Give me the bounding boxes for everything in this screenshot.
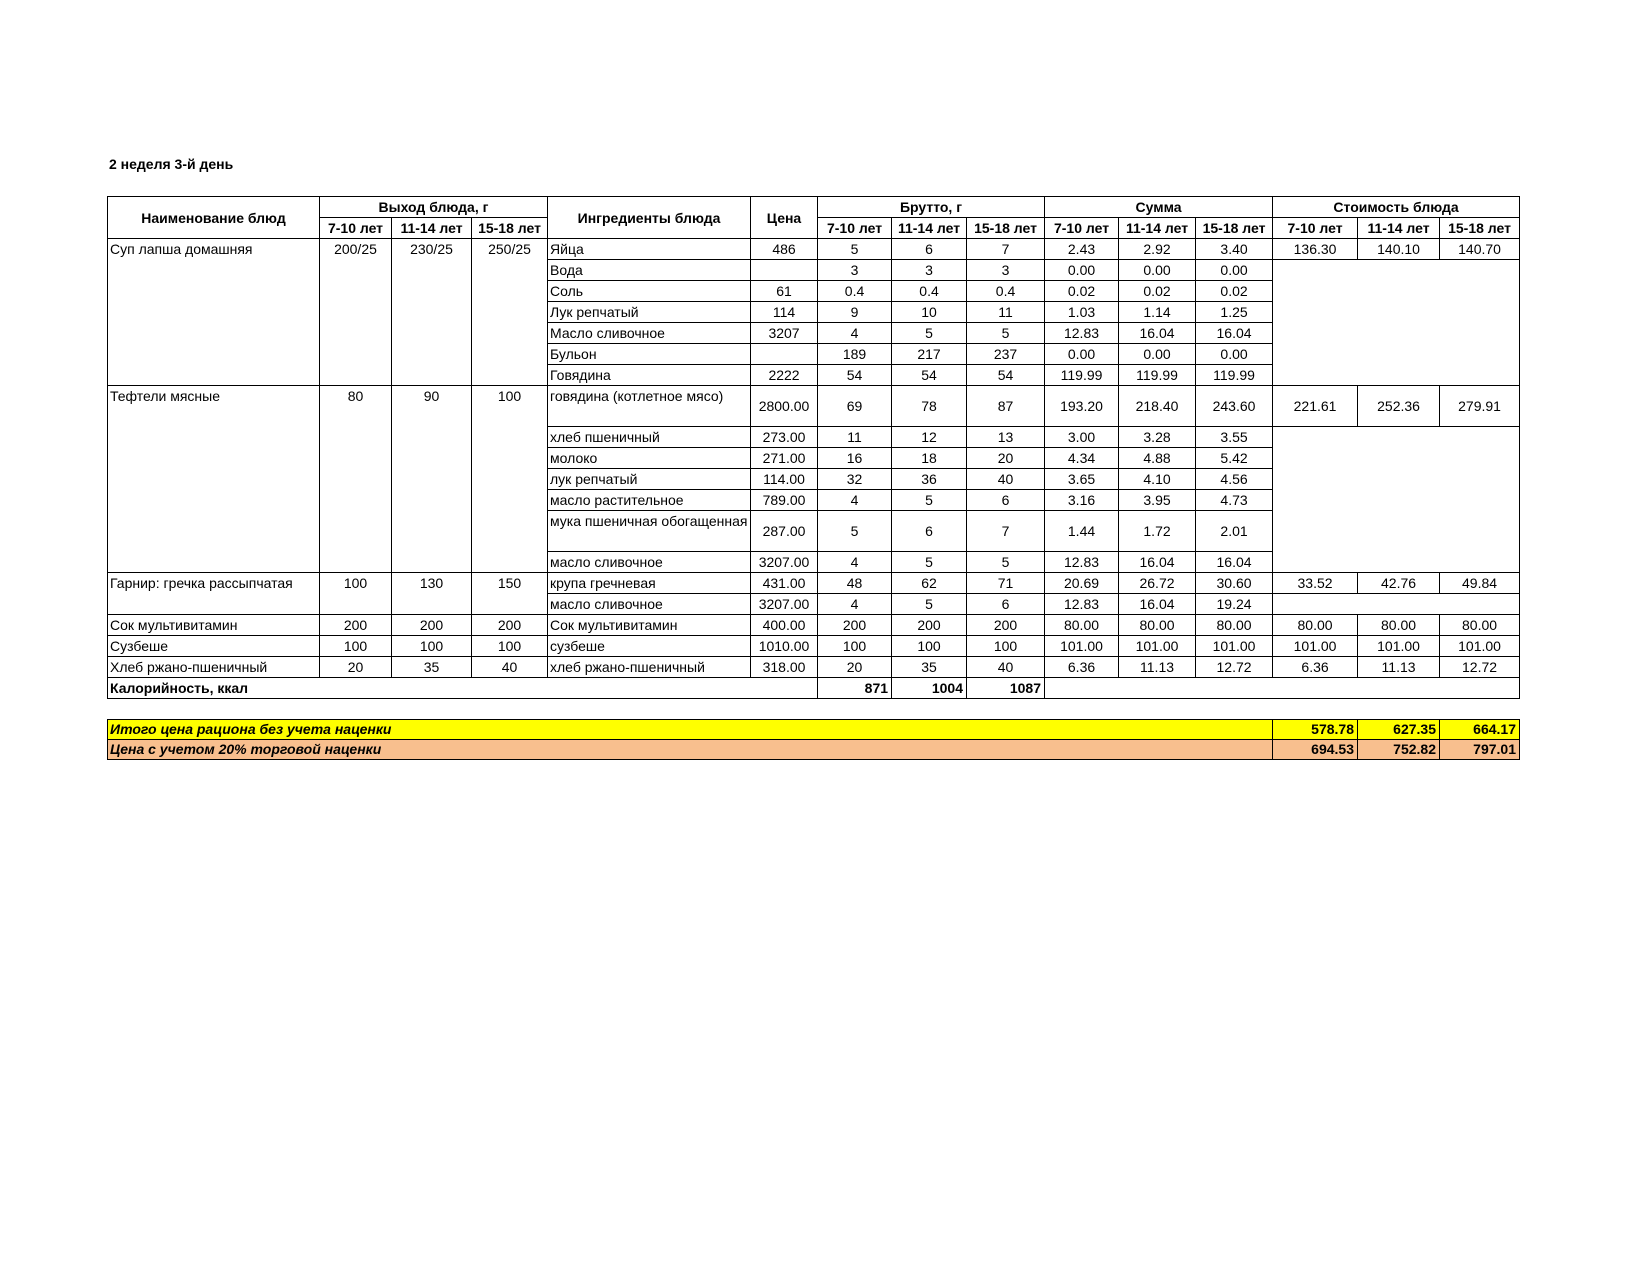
total-value: 627.35: [1358, 720, 1440, 740]
ingredient-name: лук репчатый: [548, 469, 751, 490]
ingredient-price: 2800.00: [751, 386, 818, 427]
ingredient-sum: 101.00: [1119, 636, 1196, 657]
table-row: [108, 636, 1520, 657]
ingredient-brutto: 3: [818, 260, 892, 281]
dish-cost: 6.36: [1273, 657, 1358, 678]
dish-name: Суп лапша домашняя: [108, 239, 320, 386]
ingredient-brutto: 200: [818, 615, 892, 636]
dish-cost: 49.84: [1440, 573, 1520, 594]
calories-value: 871: [818, 678, 892, 699]
dish-cost: 279.91: [1440, 386, 1520, 427]
ingredient-brutto: 3: [892, 260, 967, 281]
ingredient-name: крупа гречневая: [548, 573, 751, 594]
ingredient-price: 318.00: [751, 657, 818, 678]
table-row: [108, 239, 1520, 260]
ingredient-brutto: 5: [818, 239, 892, 260]
ingredient-brutto: 6: [967, 490, 1045, 511]
total-markup-row: [108, 740, 1520, 760]
dish-yield: 100: [472, 386, 548, 573]
ingredient-sum: 101.00: [1196, 636, 1273, 657]
ingredient-sum: 16.04: [1119, 594, 1196, 615]
dish-cost: 33.52: [1273, 573, 1358, 594]
ingredient-sum: 3.55: [1196, 427, 1273, 448]
ingredient-name: Соль: [548, 281, 751, 302]
dish-name: Сок мультивитамин: [108, 615, 320, 636]
ingredient-name: хлеб ржано-пшеничный: [548, 657, 751, 678]
ingredient-brutto: 71: [967, 573, 1045, 594]
ingredient-sum: 16.04: [1196, 323, 1273, 344]
ingredient-sum: 3.40: [1196, 239, 1273, 260]
ingredient-sum: 0.00: [1196, 260, 1273, 281]
dish-cost: 252.36: [1358, 386, 1440, 427]
header-age: 11-14 лет: [1358, 218, 1440, 239]
ingredient-name: масло растительное: [548, 490, 751, 511]
ingredient-brutto: 16: [818, 448, 892, 469]
ingredient-name: Масло сливочное: [548, 323, 751, 344]
ingredient-sum: 30.60: [1196, 573, 1273, 594]
ingredient-brutto: 200: [892, 615, 967, 636]
ingredient-brutto: 100: [967, 636, 1045, 657]
ingredient-name: Яйца: [548, 239, 751, 260]
dish-cost: 101.00: [1273, 636, 1358, 657]
ingredient-brutto: 5: [967, 323, 1045, 344]
header-age: 11-14 лет: [892, 218, 967, 239]
ingredient-price: 1010.00: [751, 636, 818, 657]
dish-name: Тефтели мясные: [108, 386, 320, 573]
ingredient-price: 114.00: [751, 469, 818, 490]
ingredient-brutto: 0.4: [967, 281, 1045, 302]
ingredient-sum: 4.56: [1196, 469, 1273, 490]
ingredient-brutto: 4: [818, 323, 892, 344]
calories-label: Калорийность, ккал: [108, 678, 818, 699]
ingredient-sum: 101.00: [1045, 636, 1119, 657]
ingredient-price: 789.00: [751, 490, 818, 511]
header-age: 7-10 лет: [320, 218, 392, 239]
ingredient-sum: 0.00: [1045, 344, 1119, 365]
ingredient-brutto: 5: [818, 511, 892, 552]
ingredient-sum: 4.88: [1119, 448, 1196, 469]
ingredient-brutto: 32: [818, 469, 892, 490]
header-dish: Наименование блюд: [108, 197, 320, 239]
ingredient-price: 431.00: [751, 573, 818, 594]
ingredient-brutto: 6: [967, 594, 1045, 615]
ingredient-sum: 119.99: [1119, 365, 1196, 386]
calories-value: 1087: [967, 678, 1045, 699]
ingredient-sum: 0.00: [1119, 344, 1196, 365]
dish-name: Хлеб ржано-пшеничный: [108, 657, 320, 678]
table-row: [108, 657, 1520, 678]
ingredient-price: 114: [751, 302, 818, 323]
ingredient-brutto: 9: [818, 302, 892, 323]
ingredient-sum: 218.40: [1119, 386, 1196, 427]
header-age: 11-14 лет: [1119, 218, 1196, 239]
ingredient-name: Бульон: [548, 344, 751, 365]
dish-yield: 200/25: [320, 239, 392, 386]
ingredient-brutto: 217: [892, 344, 967, 365]
dish-yield: 150: [472, 573, 548, 615]
ingredient-brutto: 54: [818, 365, 892, 386]
ingredient-sum: 16.04: [1119, 552, 1196, 573]
ingredient-price: 3207.00: [751, 594, 818, 615]
ingredient-brutto: 11: [818, 427, 892, 448]
ingredient-sum: 4.73: [1196, 490, 1273, 511]
ingredient-name: сузбеше: [548, 636, 751, 657]
dish-yield: 80: [320, 386, 392, 573]
ingredient-brutto: 40: [967, 657, 1045, 678]
header-yield: Выход блюда, г: [320, 197, 548, 218]
ingredient-sum: 3.00: [1045, 427, 1119, 448]
ingredient-price: [751, 344, 818, 365]
ingredient-sum: 3.16: [1045, 490, 1119, 511]
ingredient-brutto: 7: [967, 239, 1045, 260]
ingredient-sum: 0.00: [1119, 260, 1196, 281]
header-age: 11-14 лет: [392, 218, 472, 239]
ingredient-sum: 26.72: [1119, 573, 1196, 594]
ingredient-brutto: 5: [967, 552, 1045, 573]
ingredient-sum: 0.02: [1196, 281, 1273, 302]
ingredient-brutto: 10: [892, 302, 967, 323]
dish-yield: 200: [392, 615, 472, 636]
ingredient-sum: 20.69: [1045, 573, 1119, 594]
ingredient-sum: 4.34: [1045, 448, 1119, 469]
ingredient-name: масло сливочное: [548, 552, 751, 573]
ingredient-brutto: 7: [967, 511, 1045, 552]
header-age: 15-18 лет: [967, 218, 1045, 239]
ingredient-sum: 80.00: [1119, 615, 1196, 636]
ingredient-name: Говядина: [548, 365, 751, 386]
dish-yield: 100: [472, 636, 548, 657]
ingredient-brutto: 5: [892, 490, 967, 511]
dish-name: Сузбеше: [108, 636, 320, 657]
ingredient-sum: 193.20: [1045, 386, 1119, 427]
dish-cost: 80.00: [1273, 615, 1358, 636]
ingredient-brutto: 5: [892, 323, 967, 344]
dish-yield: 20: [320, 657, 392, 678]
dish-cost: 12.72: [1440, 657, 1520, 678]
ingredient-sum: 12.83: [1045, 552, 1119, 573]
dish-yield: 230/25: [392, 239, 472, 386]
ingredient-sum: 80.00: [1045, 615, 1119, 636]
dish-yield: 100: [392, 636, 472, 657]
header-sum: Сумма: [1045, 197, 1273, 218]
ingredient-sum: 16.04: [1196, 552, 1273, 573]
ingredient-brutto: 18: [892, 448, 967, 469]
ingredient-price: 3207.00: [751, 552, 818, 573]
ingredient-brutto: 3: [967, 260, 1045, 281]
ingredient-sum: 3.65: [1045, 469, 1119, 490]
calories-blank: [1045, 678, 1520, 699]
menu-table: [107, 196, 1520, 699]
total-value: 752.82: [1358, 740, 1440, 760]
ingredient-sum: 0.00: [1045, 260, 1119, 281]
ingredient-sum: 11.13: [1119, 657, 1196, 678]
table-row: [108, 615, 1520, 636]
ingredient-brutto: 4: [818, 594, 892, 615]
dish-cost: 101.00: [1358, 636, 1440, 657]
ingredient-name: молоко: [548, 448, 751, 469]
dish-yield: 35: [392, 657, 472, 678]
ingredient-sum: 12.72: [1196, 657, 1273, 678]
header-ingredients: Ингредиенты блюда: [548, 197, 751, 239]
ingredient-sum: 1.14: [1119, 302, 1196, 323]
header-brutto: Брутто, г: [818, 197, 1045, 218]
dish-cost: 42.76: [1358, 573, 1440, 594]
ingredient-brutto: 100: [818, 636, 892, 657]
ingredient-name: Лук репчатый: [548, 302, 751, 323]
ingredient-brutto: 12: [892, 427, 967, 448]
ingredient-brutto: 11: [967, 302, 1045, 323]
total-label: Итого цена рациона без учета наценки: [108, 720, 1273, 740]
ingredient-brutto: 200: [967, 615, 1045, 636]
cost-blank: [1273, 594, 1520, 615]
dish-cost: 101.00: [1440, 636, 1520, 657]
ingredient-price: 273.00: [751, 427, 818, 448]
dish-cost: 140.10: [1358, 239, 1440, 260]
ingredient-brutto: 237: [967, 344, 1045, 365]
cost-blank: [1273, 427, 1520, 573]
ingredient-brutto: 54: [967, 365, 1045, 386]
dish-cost: 11.13: [1358, 657, 1440, 678]
total-value: 694.53: [1273, 740, 1358, 760]
ingredient-sum: 0.02: [1119, 281, 1196, 302]
dish-cost: 221.61: [1273, 386, 1358, 427]
ingredient-price: 486: [751, 239, 818, 260]
cost-blank: [1273, 260, 1520, 386]
ingredient-brutto: 0.4: [892, 281, 967, 302]
dish-yield: 100: [320, 573, 392, 615]
ingredient-brutto: 87: [967, 386, 1045, 427]
dish-yield: 200: [472, 615, 548, 636]
calories-row: [108, 678, 1520, 699]
header-cost: Стоимость блюда: [1273, 197, 1520, 218]
ingredient-price: 287.00: [751, 511, 818, 552]
table-row: [108, 573, 1520, 594]
ingredient-sum: 4.10: [1119, 469, 1196, 490]
ingredient-sum: 1.72: [1119, 511, 1196, 552]
ingredient-brutto: 48: [818, 573, 892, 594]
header-age: 7-10 лет: [1045, 218, 1119, 239]
ingredient-name: говядина (котлетное мясо): [548, 386, 751, 427]
ingredient-name: хлеб пшеничный: [548, 427, 751, 448]
ingredient-name: масло сливочное: [548, 594, 751, 615]
ingredient-brutto: 20: [967, 448, 1045, 469]
ingredient-brutto: 62: [892, 573, 967, 594]
ingredient-name: Сок мультивитамин: [548, 615, 751, 636]
ingredient-sum: 5.42: [1196, 448, 1273, 469]
ingredient-sum: 2.43: [1045, 239, 1119, 260]
ingredient-sum: 1.03: [1045, 302, 1119, 323]
ingredient-brutto: 35: [892, 657, 967, 678]
ingredient-name: мука пшеничная обогащенная: [548, 511, 751, 552]
ingredient-sum: 16.04: [1119, 323, 1196, 344]
ingredient-sum: 6.36: [1045, 657, 1119, 678]
dish-cost: 136.30: [1273, 239, 1358, 260]
ingredient-price: 3207: [751, 323, 818, 344]
header-age: 7-10 лет: [818, 218, 892, 239]
dish-yield: 90: [392, 386, 472, 573]
dish-name: Гарнир: гречка рассыпчатая: [108, 573, 320, 615]
ingredient-price: 61: [751, 281, 818, 302]
ingredient-sum: 3.95: [1119, 490, 1196, 511]
ingredient-sum: 12.83: [1045, 323, 1119, 344]
ingredient-sum: 3.28: [1119, 427, 1196, 448]
ingredient-brutto: 5: [892, 594, 967, 615]
ingredient-sum: 119.99: [1196, 365, 1273, 386]
ingredient-sum: 119.99: [1045, 365, 1119, 386]
ingredient-brutto: 6: [892, 511, 967, 552]
page-title: 2 неделя 3-й день: [109, 156, 234, 172]
ingredient-sum: 80.00: [1196, 615, 1273, 636]
ingredient-brutto: 36: [892, 469, 967, 490]
header-age: 15-18 лет: [1440, 218, 1520, 239]
ingredient-brutto: 5: [892, 552, 967, 573]
ingredient-sum: 243.60: [1196, 386, 1273, 427]
ingredient-price: 400.00: [751, 615, 818, 636]
ingredient-sum: 12.83: [1045, 594, 1119, 615]
dish-yield: 100: [320, 636, 392, 657]
total-label: Цена с учетом 20% торговой наценки: [108, 740, 1273, 760]
ingredient-brutto: 6: [892, 239, 967, 260]
dish-cost: 80.00: [1440, 615, 1520, 636]
header-age: 15-18 лет: [1196, 218, 1273, 239]
totals-table: [107, 719, 1520, 760]
ingredient-price: 271.00: [751, 448, 818, 469]
ingredient-price: 2222: [751, 365, 818, 386]
ingredient-sum: 19.24: [1196, 594, 1273, 615]
dish-yield: 250/25: [472, 239, 548, 386]
ingredient-name: Вода: [548, 260, 751, 281]
ingredient-brutto: 0.4: [818, 281, 892, 302]
dish-yield: 130: [392, 573, 472, 615]
ingredient-price: [751, 260, 818, 281]
dish-yield: 200: [320, 615, 392, 636]
ingredient-sum: 1.44: [1045, 511, 1119, 552]
calories-value: 1004: [892, 678, 967, 699]
ingredient-brutto: 4: [818, 552, 892, 573]
ingredient-brutto: 100: [892, 636, 967, 657]
ingredient-sum: 0.00: [1196, 344, 1273, 365]
total-value: 578.78: [1273, 720, 1358, 740]
header-age: 15-18 лет: [472, 218, 548, 239]
ingredient-sum: 2.01: [1196, 511, 1273, 552]
ingredient-brutto: 20: [818, 657, 892, 678]
ingredient-sum: 1.25: [1196, 302, 1273, 323]
dish-yield: 40: [472, 657, 548, 678]
ingredient-brutto: 40: [967, 469, 1045, 490]
ingredient-brutto: 13: [967, 427, 1045, 448]
ingredient-brutto: 4: [818, 490, 892, 511]
table-row: [108, 386, 1520, 427]
ingredient-sum: 0.02: [1045, 281, 1119, 302]
ingredient-brutto: 69: [818, 386, 892, 427]
dish-cost: 80.00: [1358, 615, 1440, 636]
ingredient-brutto: 189: [818, 344, 892, 365]
ingredient-brutto: 54: [892, 365, 967, 386]
dish-cost: 140.70: [1440, 239, 1520, 260]
ingredient-brutto: 78: [892, 386, 967, 427]
total-value: 664.17: [1440, 720, 1520, 740]
header-price: Цена: [751, 197, 818, 239]
total-row: [108, 720, 1520, 740]
ingredient-sum: 2.92: [1119, 239, 1196, 260]
header-age: 7-10 лет: [1273, 218, 1358, 239]
total-value: 797.01: [1440, 740, 1520, 760]
